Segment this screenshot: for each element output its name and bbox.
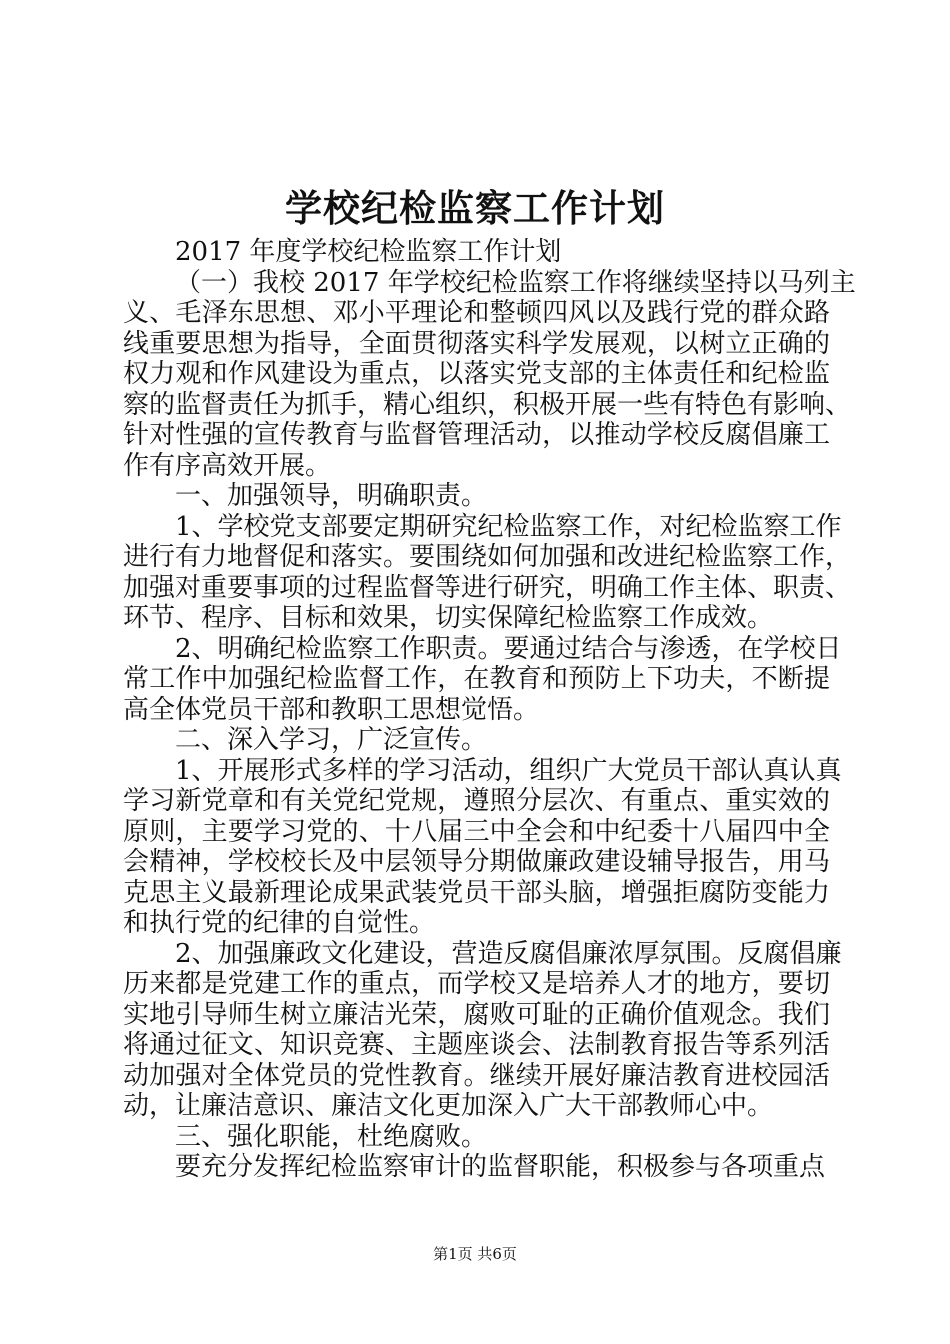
paragraph [123,755,842,939]
paragraph-line: 环节、程序、目标和效果，切实保障纪检监察工作成效。 [123,603,774,633]
paragraph-line: 进行有力地督促和落实。要围绕如何加强和改进纪检监察工作， [123,542,852,572]
paragraph-line: 二、深入学习，广泛宣传。 [175,725,488,755]
paragraph-line: 线重要思想为指导，全面贯彻落实科学发展观，以树立正确的 [123,328,830,359]
paragraph-line: 常工作中加强纪检监督工作，在教育和预防上下功夫，不断提 [123,664,830,694]
paragraph-line: 一、加强领导，明确职责。 [175,481,488,511]
paragraph-line: 和执行党的纪律的自觉性。 [123,908,436,938]
paragraph-line: 作有序高效开展。 [123,450,332,481]
paragraph-line: 高全体党员干部和教职工思想觉悟。 [123,694,540,725]
paragraph-line: 要充分发挥纪检监察审计的监督职能，积极参与各项重点 [175,1152,826,1182]
paragraph-line: 克思主义最新理论成果武装党员干部头脑，增强拒腐防变能力 [123,877,830,908]
paragraph [123,1152,830,1183]
paragraph-line: 学习新党章和有关党纪党规，遵照分层次、有重点、重实效的 [123,786,830,816]
paragraph [123,725,830,756]
paragraph-line: 实地引导师生树立廉洁光荣，腐败可耻的正确价值观念。我们 [123,999,830,1030]
paragraph-line: （一）我校 2017 年学校纪检监察工作将继续坚持以马列主 [175,267,856,298]
paragraph-line: 原则，主要学习党的、十八届三中全会和中纪委十八届四中全 [123,816,830,847]
paragraph-line: 针对性强的宣传教育与监督管理活动，以推动学校反腐倡廉工 [123,420,830,450]
paragraph [123,633,842,726]
paragraph-line: 会精神，学校校长及中层领导分期做廉政建设辅导报告，用马 [123,847,830,877]
paragraph [123,237,830,268]
paragraph-line: 动加强对全体党员的党性教育。继续开展好廉洁教育进校园活 [123,1060,830,1091]
paragraph [123,481,830,512]
paragraph-line: 义、毛泽东思想、邓小平理论和整顿四风以及践行党的群众路 [123,298,830,328]
paragraph-line: 动，让廉洁意识、廉洁文化更加深入广大干部教师心中。 [123,1091,774,1121]
paragraph-line: 2、明确纪检监察工作职责。要通过结合与渗透，在学校日 [175,633,842,664]
document-title: 学校纪检监察工作计划 [285,186,665,230]
document-body [123,237,856,1183]
paragraph-line: 察的监督责任为抓手，精心组织，积极开展一些有特色有影响、 [123,389,852,420]
paragraph-line: 1、开展形式多样的学习活动，组织广大党员干部认真认真 [175,755,842,786]
paragraph-line: 2、加强廉政文化建设，营造反腐倡廉浓厚氛围。反腐倡廉 [175,938,842,969]
paragraph-line: 加强对重要事项的过程监督等进行研究，明确工作主体、职责、 [123,572,852,603]
page-number-footer: 第1页 共6页 [433,1245,517,1263]
paragraph-line: 三、强化职能，杜绝腐败。 [175,1121,488,1152]
paragraph-line: 1、学校党支部要定期研究纪检监察工作，对纪检监察工作 [175,511,842,542]
paragraph [123,938,842,1122]
paragraph-line: 权力观和作风建设为重点，以落实党支部的主体责任和纪检监 [123,359,830,389]
paragraph-line: 历来都是党建工作的重点，而学校又是培养人才的地方，要切 [123,969,830,999]
paragraph-line: 将通过征文、知识竞赛、主题座谈会、法制教育报告等系列活 [123,1030,830,1060]
paragraph [123,511,852,634]
paragraph [123,267,856,482]
paragraph [123,1122,830,1153]
paragraph-line: 2017 年度学校纪检监察工作计划 [175,237,562,267]
